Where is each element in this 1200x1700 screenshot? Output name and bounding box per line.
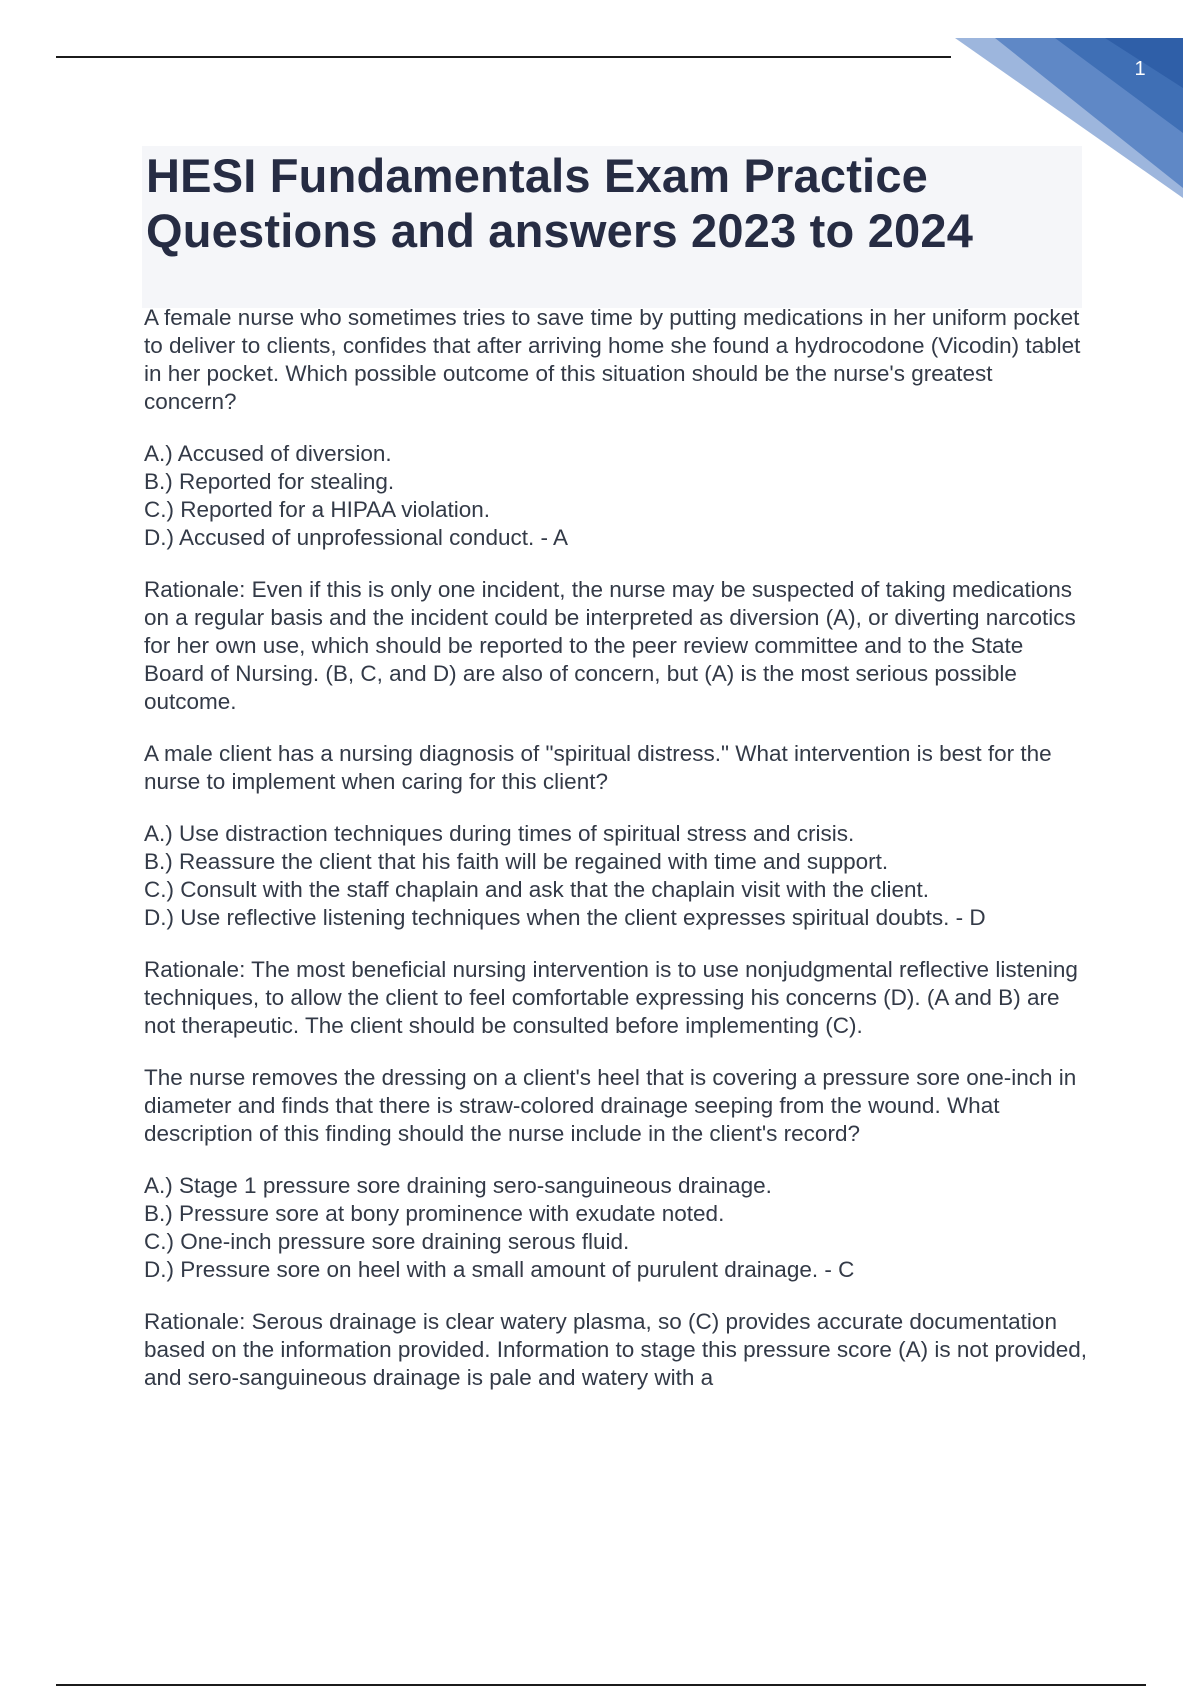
answer-options: [144, 820, 1089, 932]
answer-option: C.) Consult with the staff chaplain and ask that the chaplain visit with the client.: [144, 877, 930, 902]
answer-option: C.) One-inch pressure sore draining serous fluid.: [144, 1229, 630, 1254]
answer-option: D.) Use reflective listening techniques when the client expresses spiritual doubts. - D: [144, 905, 986, 930]
answer-option: C.) Reported for a HIPAA violation.: [144, 497, 490, 522]
answer-option: D.) Accused of unprofessional conduct. - A: [144, 525, 568, 550]
document-body: [144, 304, 1089, 1416]
answer-option: B.) Pressure sore at bony prominence with exudate noted.: [144, 1201, 725, 1226]
rationale-text: Rationale: Even if this is only one incident, the nurse may be suspected of taking medications on a regular basis and the incident could be interpreted as diversion (A), or diverting narcotics for her own use, which should be reported to the peer review committee and to the State Board of Nursing. (B, C, and D) are also of concern, but (A) is the most serious possible outcome.: [144, 577, 1076, 714]
answer-option: A.) Stage 1 pressure sore draining sero-sanguineous drainage.: [144, 1173, 772, 1198]
question-text: A female nurse who sometimes tries to save time by putting medications in her uniform pocket to deliver to clients, confides that after arriving home she found a hydrocodone (Vicodin) tablet in her pocket. Which possible outcome of this situation should be the nurse's greatest concern?: [144, 305, 1081, 414]
question-text: A male client has a nursing diagnosis of "spiritual distress." What intervention is best for the nurse to implement when caring for this client?: [144, 741, 1052, 794]
page-title-line-1: HESI Fundamentals Exam Practice: [146, 149, 928, 202]
page-number: 1: [1134, 58, 1146, 80]
answer-option: A.) Accused of diversion.: [144, 441, 392, 466]
footer-rule: [56, 1684, 1146, 1686]
rationale-text: Rationale: Serous drainage is clear watery plasma, so (C) provides accurate documentation based on the information provided. Information to stage this pressure score (A) is not provided, and sero-sanguineous drainage is pale and watery with a: [144, 1309, 1088, 1390]
header-rule: [56, 56, 951, 58]
answer-options: [144, 1172, 1089, 1284]
answer-option: B.) Reassure the client that his faith will be regained with time and support.: [144, 849, 889, 874]
question-text: The nurse removes the dressing on a client's heel that is covering a pressure sore one-inch in diameter and finds that there is straw-colored drainage seeping from the wound. What description of this finding should the nurse include in the client's record?: [144, 1065, 1077, 1146]
rationale-text: Rationale: The most beneficial nursing intervention is to use nonjudgmental reflective listening techniques, to allow the client to feel comfortable expressing his concerns (D). (A and B) are not therapeutic. The client should be consulted before implementing (C).: [144, 957, 1078, 1038]
answer-options: [144, 440, 1089, 552]
answer-option: A.) Use distraction techniques during times of spiritual stress and crisis.: [144, 821, 855, 846]
title-block: [142, 146, 1082, 308]
page-title-line-2: Questions and answers 2023 to 2024: [146, 204, 974, 257]
answer-option: B.) Reported for stealing.: [144, 469, 395, 494]
answer-option: D.) Pressure sore on heel with a small amount of purulent drainage. - C: [144, 1257, 855, 1282]
